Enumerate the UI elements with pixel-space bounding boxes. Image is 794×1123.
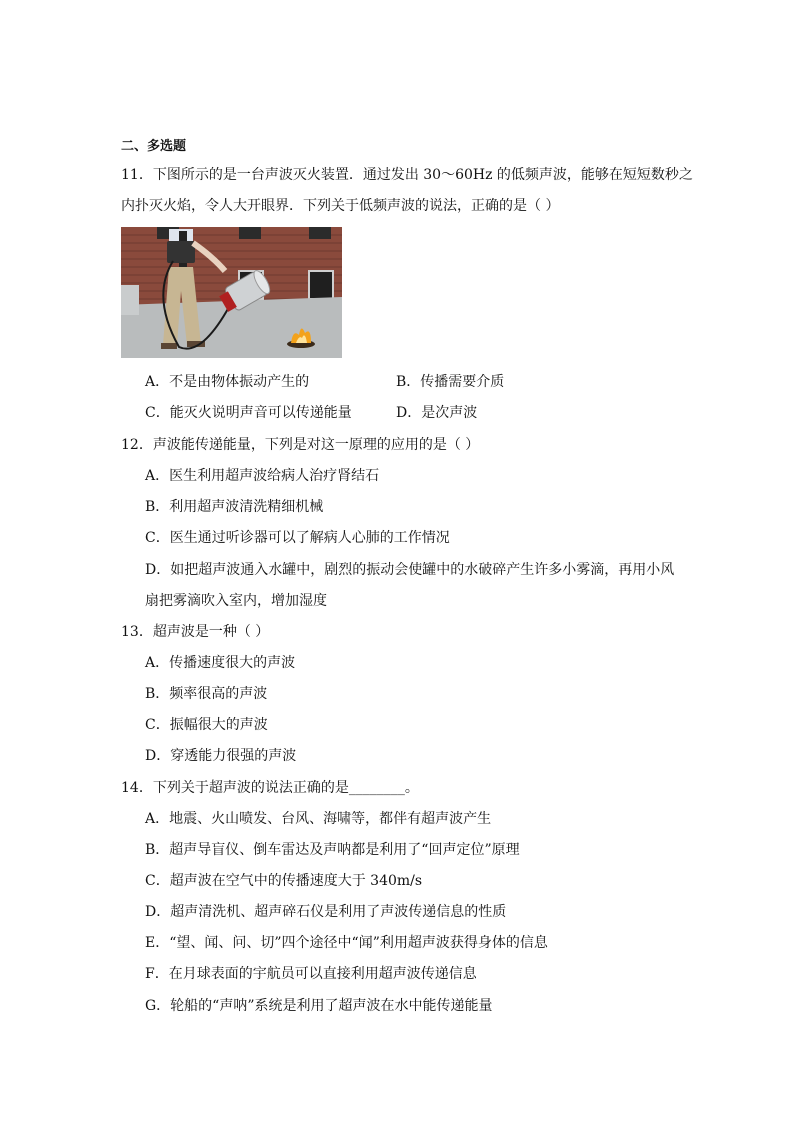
q11-option-b: B．传播需要介质 [396,374,505,390]
q12-stem: 12．声波能传递能量，下列是对这一原理的应用的是（ ） [121,437,480,453]
q14-stem: 14．下列关于超声波的说法正确的是________。 [121,780,419,796]
q13-stem: 13．超声波是一种（ ） [121,624,270,640]
q12-option-d-line2: 扇把雾滴吹入室内，增加湿度 [145,593,327,609]
q13-option-d: D．穿透能力很强的声波 [145,748,297,764]
q14-option-f: F．在月球表面的宇航员可以直接利用超声波传递信息 [145,966,477,982]
q11-option-a: A．不是由物体振动产生的 [145,374,310,390]
q14-option-e: E．“望、闻、问、切”四个途径中“闻”利用超声波获得身体的信息 [145,935,548,951]
q11-stem-line2: 内扑灭火焰，令人大开眼界．下列关于低频声波的说法，正确的是（ ） [121,198,560,214]
q13-option-b: B．频率很高的声波 [145,686,268,702]
q13-option-c: C．振幅很大的声波 [145,717,268,733]
sonic-fire-extinguisher-photo [121,227,342,358]
q14-option-g: G．轮船的“声呐”系统是利用了超声波在水中能传递能量 [145,998,493,1014]
q12-option-c: C．医生通过听诊器可以了解病人心肺的工作情况 [145,530,450,546]
q14-option-a: A．地震、火山喷发、台风、海啸等，都伴有超声波产生 [145,811,492,827]
q11-option-c: C．能灭火说明声音可以传递能量 [145,405,352,421]
q14-option-d: D．超声清洗机、超声碎石仪是利用了声波传递信息的性质 [145,904,507,920]
q14-option-c: C．超声波在空气中的传播速度大于 340m/s [145,873,423,889]
q14-option-b: B．超声导盲仪、倒车雷达及声呐都是利用了“回声定位”原理 [145,842,520,858]
q13-option-a: A．传播速度很大的声波 [145,655,296,671]
q12-option-b: B．利用超声波清洗精细机械 [145,499,324,515]
q11-option-d: D．是次声波 [396,405,478,421]
q12-option-a: A．医生利用超声波给病人治疗肾结石 [145,468,380,484]
q11-stem-line1: 11．下图所示的是一台声波灭火装置．通过发出 30～60Hz 的低频声波，能够在短短数秒之 [121,167,693,183]
q12-option-d-line1: D．如把超声波通入水罐中，剧烈的振动会使罐中的水破碎产生许多小雾滴，再用小风 [145,562,675,578]
section-title: 二、多选题 [121,139,187,154]
